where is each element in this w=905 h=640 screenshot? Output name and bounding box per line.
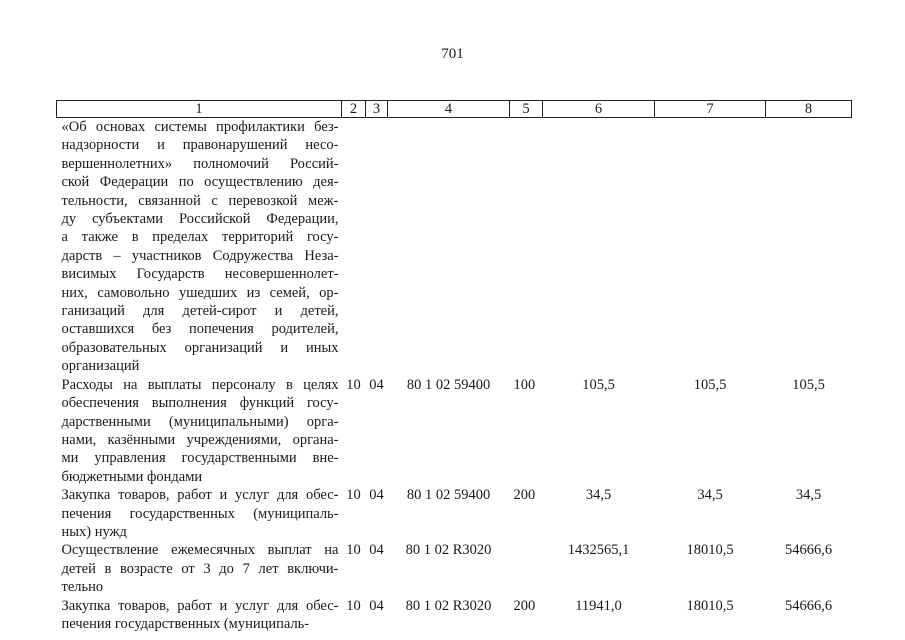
- subsection-code: 04: [369, 487, 384, 504]
- expense-type-code: [510, 541, 543, 596]
- row-name: [57, 486, 342, 541]
- header-col-8: 8: [766, 101, 852, 118]
- header-row: [57, 101, 852, 118]
- value-col-8: 54666,6: [784, 542, 833, 559]
- table-row: [57, 541, 852, 596]
- value-col-7: [655, 118, 766, 376]
- row-name-line: организаций: [61, 358, 140, 375]
- table-row: [57, 376, 852, 486]
- value-col-8: 105,5: [792, 376, 825, 393]
- value-col-7: 18010,5: [686, 597, 734, 614]
- row-name: [57, 118, 342, 376]
- section-code: [342, 118, 366, 376]
- row-name-line: Расходы на выплаты персоналу в целях: [61, 376, 339, 393]
- header-col-5: 5: [510, 101, 543, 118]
- row-name-line: Закупка товаров, работ и услуг для обес-: [61, 597, 339, 614]
- section-code: 10: [346, 376, 361, 393]
- row-name-line: вершеннолетних» полномочий Россий-: [61, 155, 339, 172]
- value-col-7: 105,5: [693, 376, 727, 393]
- row-name-line: ской Федерации по осуществлению дея-: [61, 174, 339, 191]
- header-col-6: 6: [543, 101, 655, 118]
- row-name-line: ных) нужд: [61, 523, 127, 540]
- value-col-6: 105,5: [582, 376, 615, 393]
- page-number: 701: [441, 46, 464, 62]
- row-name-line: дарственными (муниципальными) орга-: [61, 413, 339, 430]
- header-col-1: 1: [57, 101, 342, 118]
- subsection-code: 04: [369, 597, 384, 614]
- row-name-line: детей в возрасте от 3 до 7 лет включи-: [61, 560, 339, 577]
- section-code: 10: [346, 542, 361, 559]
- target-item-code: 80 1 02 R3020: [405, 597, 492, 614]
- header-col-4: 4: [388, 101, 510, 118]
- value-col-6: 11941,0: [575, 597, 622, 614]
- row-name-line: дарств – участников Содружества Неза-: [61, 247, 339, 264]
- value-col-8: 54666,6: [784, 597, 833, 614]
- row-name-line: ми управления государственными вне-: [61, 450, 339, 467]
- target-item-code: 80 1 02 59400: [406, 376, 491, 393]
- table-row: [57, 486, 852, 541]
- row-name-line: надзорности и правонарушений несо-: [61, 137, 339, 154]
- section-code: 10: [346, 487, 361, 504]
- table-body: [57, 118, 852, 634]
- row-name: [57, 597, 342, 634]
- row-name-line: ду субъектами Российской Федерации,: [61, 211, 339, 228]
- subsection-code: [366, 118, 388, 376]
- value-col-7: 18010,5: [686, 542, 734, 559]
- table-row: [57, 597, 852, 634]
- target-item-code: 80 1 02 59400: [406, 487, 491, 504]
- row-name-line: а также в пределах территорий госу-: [61, 229, 339, 246]
- header-col-3: 3: [366, 101, 388, 118]
- row-name-line: печения государственных (муниципаль-: [61, 505, 339, 522]
- expense-type-code: [510, 118, 543, 376]
- subsection-code: 04: [369, 542, 384, 559]
- value-col-6: [543, 118, 655, 376]
- row-name: [57, 541, 342, 596]
- row-name-line: Осуществление ежемесячных выплат на: [61, 542, 339, 559]
- row-name-line: тельно: [61, 579, 104, 596]
- value-col-6: 34,5: [585, 487, 612, 504]
- target-item-code: 80 1 02 R3020: [405, 542, 492, 559]
- target-item-code: [388, 118, 510, 376]
- row-name: [57, 376, 342, 486]
- value-col-8: [766, 118, 852, 376]
- row-name-line: обеспечения выполнения функций госу-: [61, 395, 339, 412]
- subsection-code: 04: [369, 376, 384, 393]
- table-row: [57, 118, 852, 376]
- row-name-line: них, самовольно ушедших из семей, ор-: [61, 284, 339, 301]
- value-col-8: 34,5: [795, 487, 822, 504]
- value-col-7: 34,5: [697, 487, 723, 504]
- row-name-line: висимых Государств несовершеннолет-: [61, 266, 339, 283]
- header-col-2: 2: [342, 101, 366, 118]
- value-col-6: 1432565,1: [567, 542, 630, 559]
- section-code: 10: [346, 597, 361, 614]
- expense-type-code: 100: [513, 376, 536, 393]
- row-name-line: печения государственных (муниципаль-: [61, 615, 310, 632]
- row-name-line: оставшихся без попечения родителей,: [61, 321, 339, 338]
- row-name-line: образовательных организаций и иных: [61, 339, 339, 356]
- row-name-line: «Об основах системы профилактики без-: [61, 119, 339, 135]
- row-name-line: Закупка товаров, работ и услуг для обес-: [61, 487, 339, 504]
- expense-type-code: 200: [513, 597, 536, 614]
- row-name-line: ганизаций для детей-сирот и детей,: [61, 303, 339, 320]
- row-name-line: бюджетными фондами: [61, 468, 203, 485]
- expense-type-code: 200: [513, 487, 536, 504]
- header-col-7: 7: [655, 101, 766, 118]
- budget-table: [56, 100, 852, 633]
- row-name-line: нами, казёнными учреждениями, органа-: [61, 431, 339, 448]
- row-name-line: тельности, связанной с перевозкой меж-: [61, 192, 339, 209]
